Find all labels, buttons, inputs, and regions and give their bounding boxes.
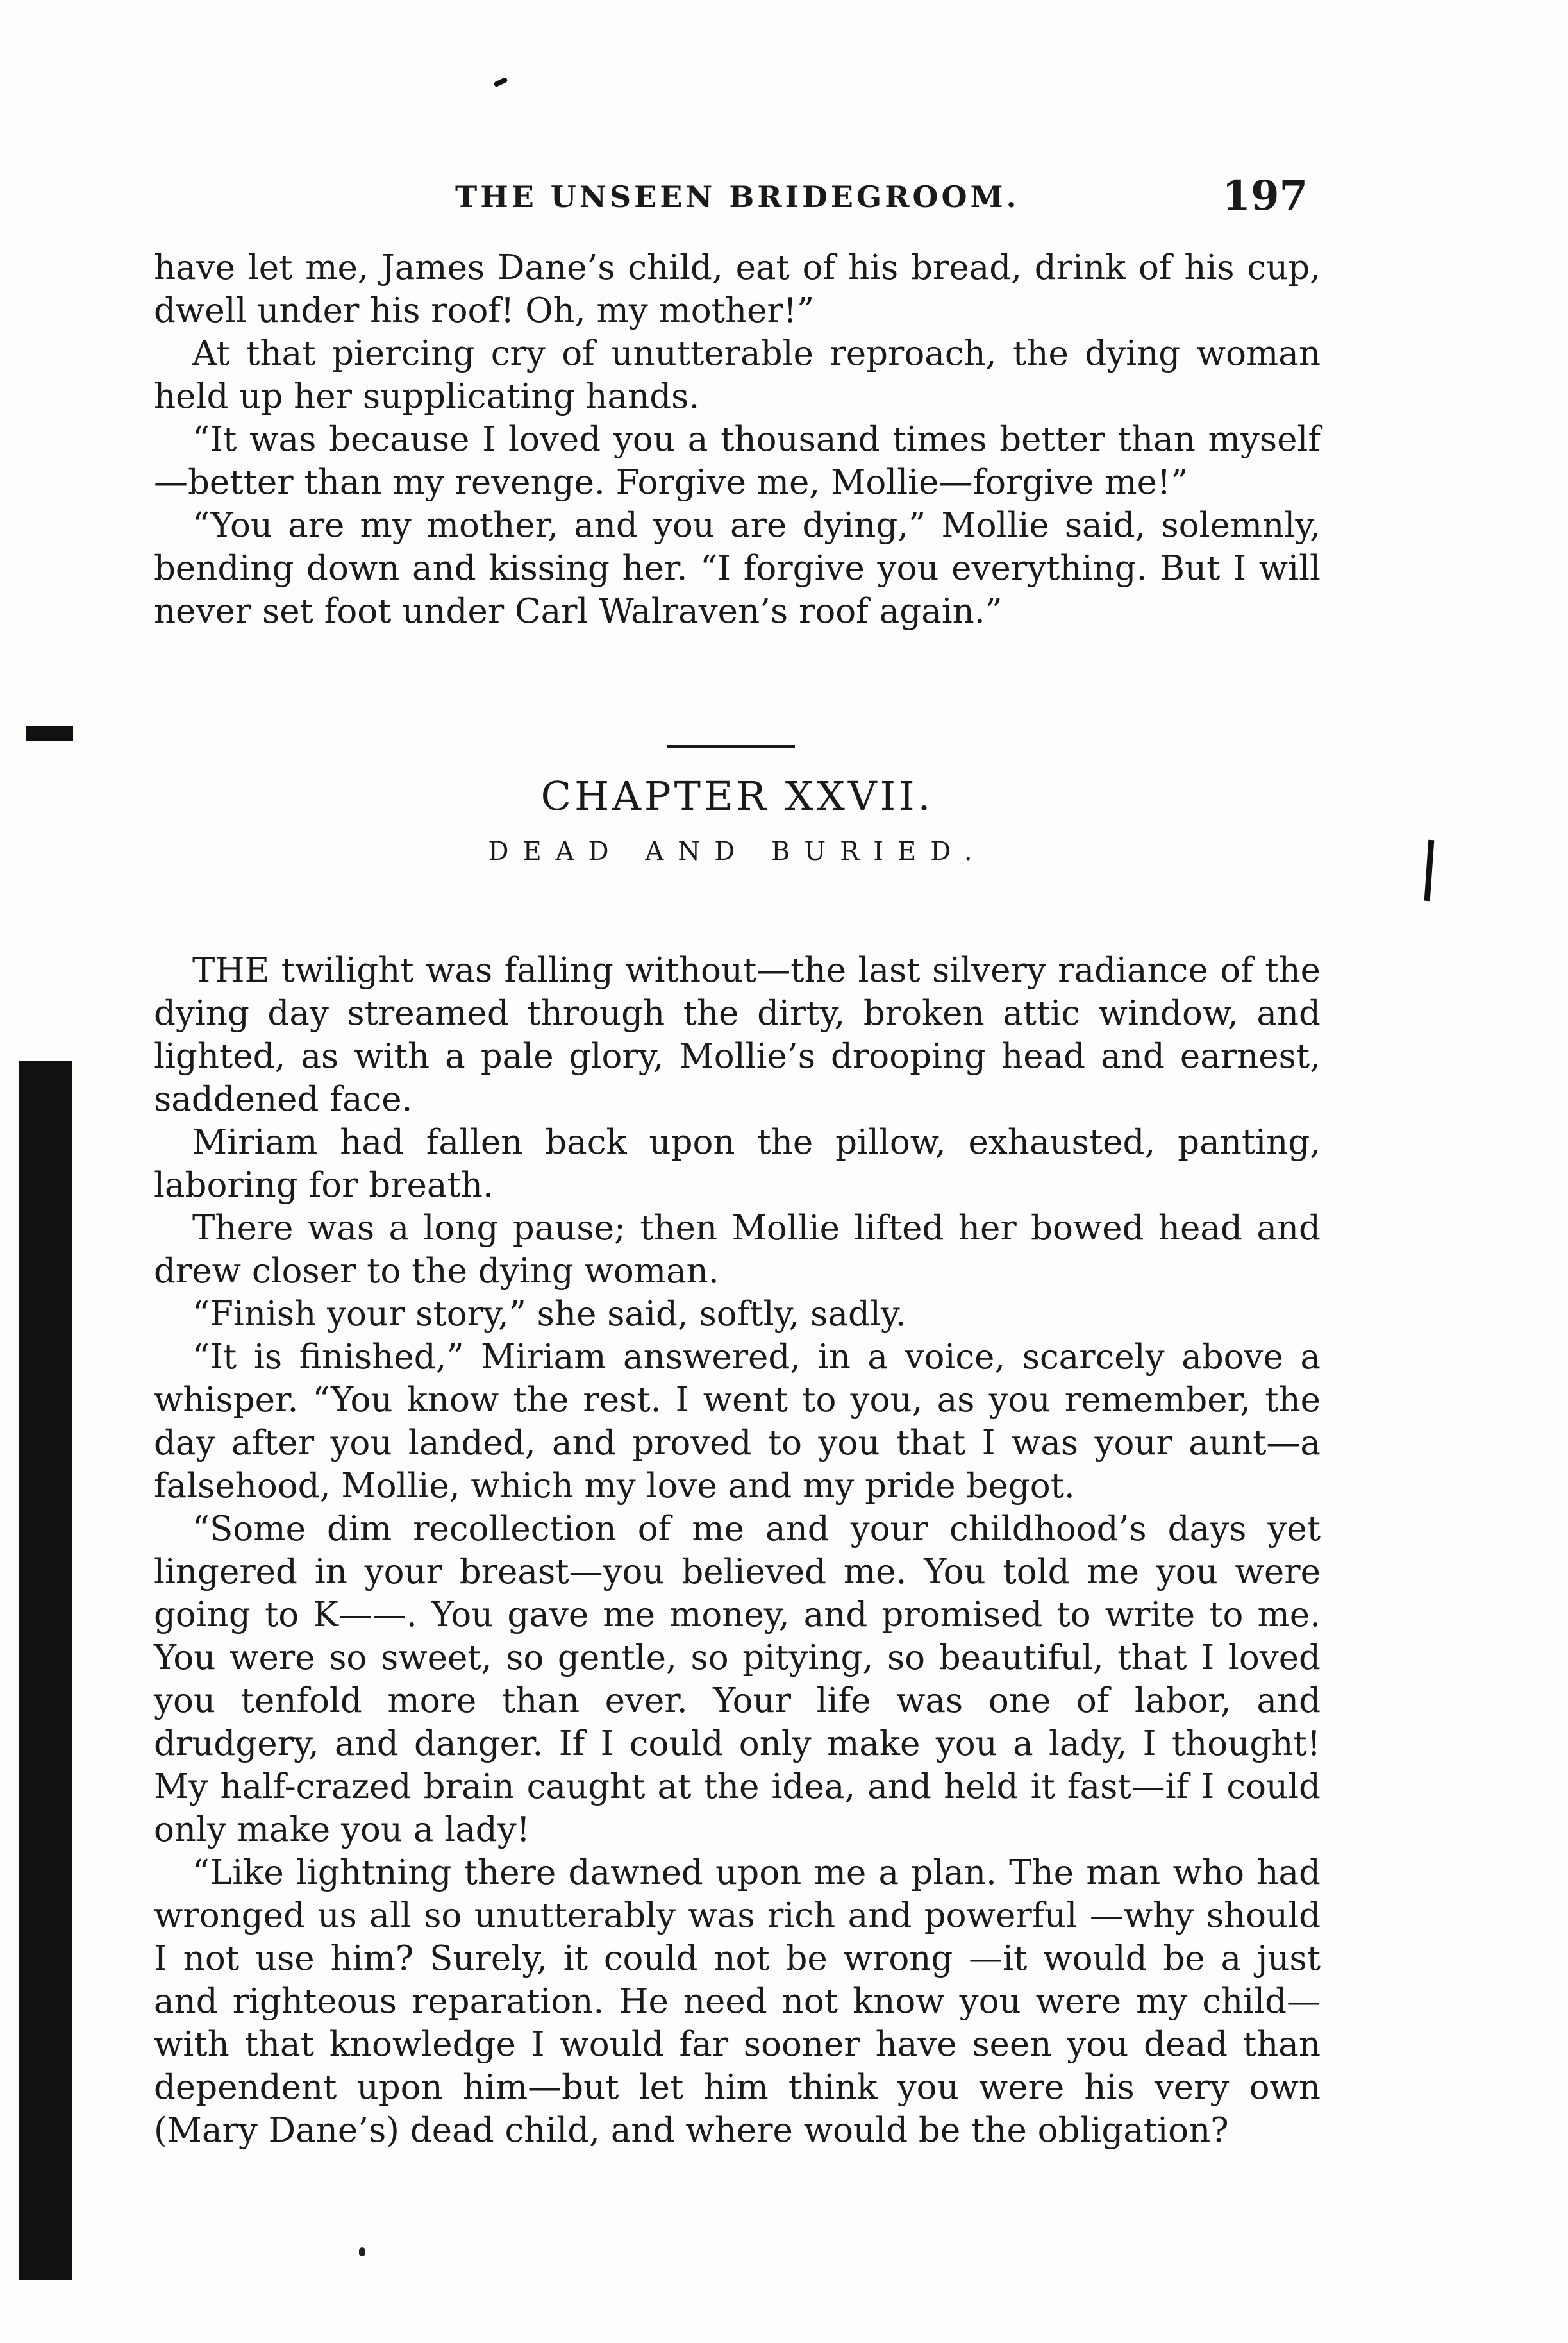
- paragraph: “Some dim recollection of me and your childhood’s days yet lingered in your breast—you believed me. You told me you were going to K——. You gave me money, and promised to write to me. You were so sweet, so gentle, so pitying, so beautiful, that I loved you tenfold more than ever. Your life was one of labor, and drudgery, and danger. If I could only make you a lady, I thought! My half-crazed brain caught at the idea, and held it fast—if I could only make you a lady!: [154, 1509, 1321, 1849]
- paragraph: have let me, James Dane’s child, eat of his bread, drink of his cup, dwell under his roof! Oh, my mother!”: [154, 248, 1321, 330]
- paragraph: “You are my mother, and you are dying,” Mollie said, solemnly, bending down and kissing her. “I forgive you everything. But I will never set foot under Carl Walraven’s roof again.”: [154, 506, 1321, 631]
- scan-edge-mark: [26, 726, 73, 741]
- running-title: THE UNSEEN BRIDEGROOM.: [455, 180, 1020, 214]
- page-number: 197: [1222, 172, 1308, 220]
- paragraph: There was a long pause; then Mollie lifted her bowed head and drew closer to the dying woman.: [154, 1209, 1321, 1291]
- paragraph: Miriam had fallen back upon the pillow, exhausted, panting, laboring for breath.: [154, 1123, 1321, 1205]
- paragraph: “Like lightning there dawned upon me a plan. The man who had wronged us all so unutterably was rich and powerful —why should I not use him? Surely, it could not be wrong —it would be a just and righteous reparation. He need not know you were my child—with that knowledge I would far sooner have seen you dead than dependent upon him—but let him think you were his very own (Mary Dane’s) dead child, and where would be the obligation?: [154, 1853, 1321, 2150]
- chapter-heading: CHAPTER XXVII.: [540, 773, 934, 819]
- scan-binding-shadow: [19, 1061, 72, 2280]
- paragraph: THE twilight was falling without—the last silvery radiance of the dying day streamed through the dirty, broken attic window, and lighted, as with a pale glory, Mollie’s drooping head and earnest, saddened face.: [154, 951, 1321, 1119]
- paragraph: At that piercing cry of unutterable reproach, the dying woman held up her supplicating hands.: [154, 334, 1321, 416]
- chapter-subtitle: DEAD AND BURIED.: [488, 837, 987, 866]
- paragraph: “It is finished,” Miriam answered, in a voice, scarcely above a whisper. “You know the rest. I went to you, as you remember, the day after you landed, and proved to you that I was your aunt—a falsehood, Mollie, which my love and my pride begot.: [154, 1338, 1321, 1506]
- scan-margin-mark: [1424, 840, 1435, 901]
- preceding-text: [154, 246, 1321, 633]
- scan-speck: [359, 2247, 365, 2256]
- scan-speck: [493, 77, 508, 88]
- paragraph: “Finish your story,” she said, softly, sadly.: [192, 1295, 906, 1334]
- chapter-text: [154, 949, 1321, 2152]
- section-divider: [667, 745, 795, 748]
- running-head: [455, 172, 1308, 223]
- paragraph: “It was because I loved you a thousand times better than myself—better than my revenge. Forgive me, Mollie—forgive me!”: [154, 420, 1321, 502]
